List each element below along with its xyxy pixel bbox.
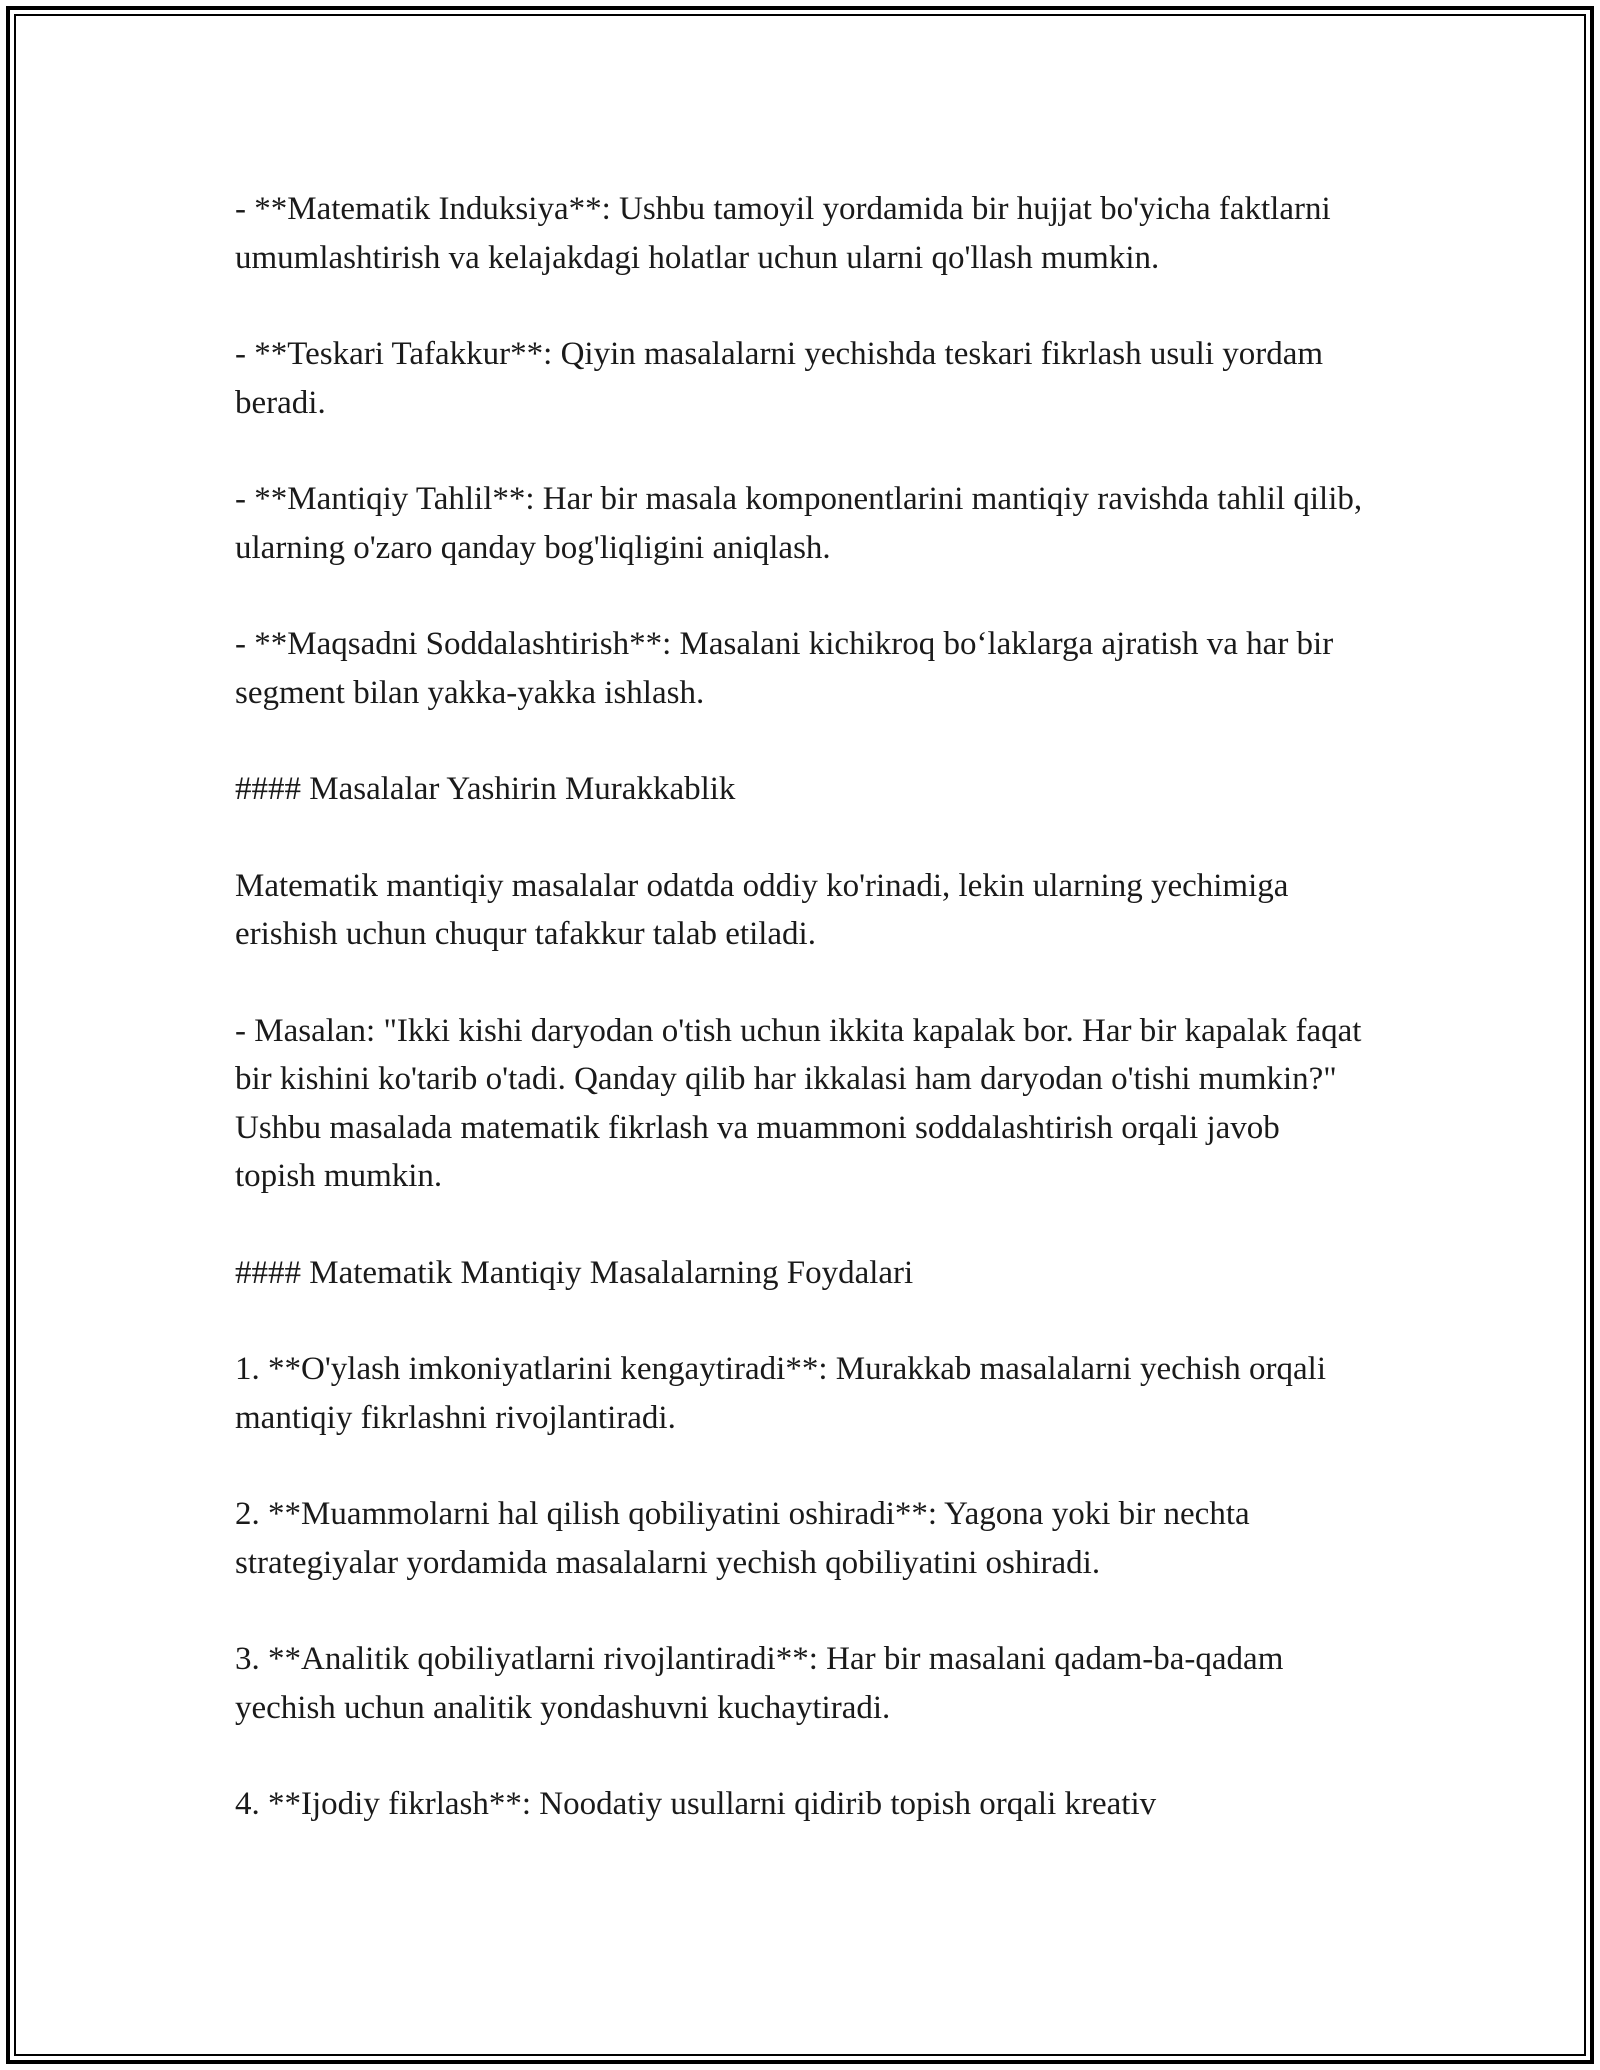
heading-masalalar-yashirin-murakkablik: #### Masalalar Yashirin Murakkablik — [235, 771, 736, 807]
bullet-maqsadni-soddalashtirish: - **Maqsadni Soddalashtirish**: Masalani kichikroq bo‘laklarga ajratish va har bir segment bilan yakka-yakka ishlash. — [235, 626, 1334, 711]
heading-foydalari: #### Matematik Mantiqiy Masalalarning Foydalari — [235, 1254, 914, 1291]
bullet-masalan-example: - Masalan: "Ikki kishi daryodan o'tish uchun ikkita kapalak bor. Har bir kapalak faqat bir kishini ko'tarib o'tadi. Qanday qilib har ikkalasi ham daryodan o'tishi mumkin?" Ushbu masalada matematik fikrlash va muammoni soddalashtirish orqali javob topish mumkin. — [235, 1012, 1362, 1194]
bullet-mantiqiy-tahlil: - **Mantiqiy Tahlil**: Har bir masala komponentlarini mantiqiy ravishda tahlil qilib, ularning o'zaro qanday bog'liqligini aniqlash. — [235, 481, 1363, 566]
bullet-matematik-induksiya: - **Matematik Induksiya**: Ushbu tamoyil yordamida bir hujjat bo'yicha faktlarni umumlashtirish va kelajakdagi holatlar uchun ularni qo'llash mumkin. — [235, 191, 1331, 276]
list-item-3: 3. **Analitik qobiliyatlarni rivojlantiradi**: Har bir masalani qadam-ba-qadam yechish uchun analitik yondashuvni kuchaytiradi. — [235, 1641, 1284, 1726]
list-item-1: 1. **O'ylash imkoniyatlarini kengaytiradi**: Murakkab masalalarni yechish orqali mantiqiy fikrlashni rivojlantiradi. — [235, 1351, 1326, 1436]
paragraph-intro: Matematik mantiqiy masalalar odatda oddiy ko'rinadi, lekin ularning yechimiga erishish uchun chuqur tafakkur talab etiladi. — [235, 867, 1289, 952]
list-item-4: 4. **Ijodiy fikrlash**: Noodatiy usullarni qidirib topish orqali kreativ — [235, 1786, 1157, 1822]
list-item-2: 2. **Muammolarni hal qilish qobiliyatini oshiradi**: Yagona yoki bir nechta strategiyalar yordamida masalalarni yechish qobiliyatini oshiradi. — [235, 1496, 1250, 1581]
document-body — [235, 185, 1365, 1877]
bullet-teskari-tafakkur: - **Teskari Tafakkur**: Qiyin masalalarni yechishda teskari fikrlash usuli yordam beradi. — [235, 336, 1324, 421]
